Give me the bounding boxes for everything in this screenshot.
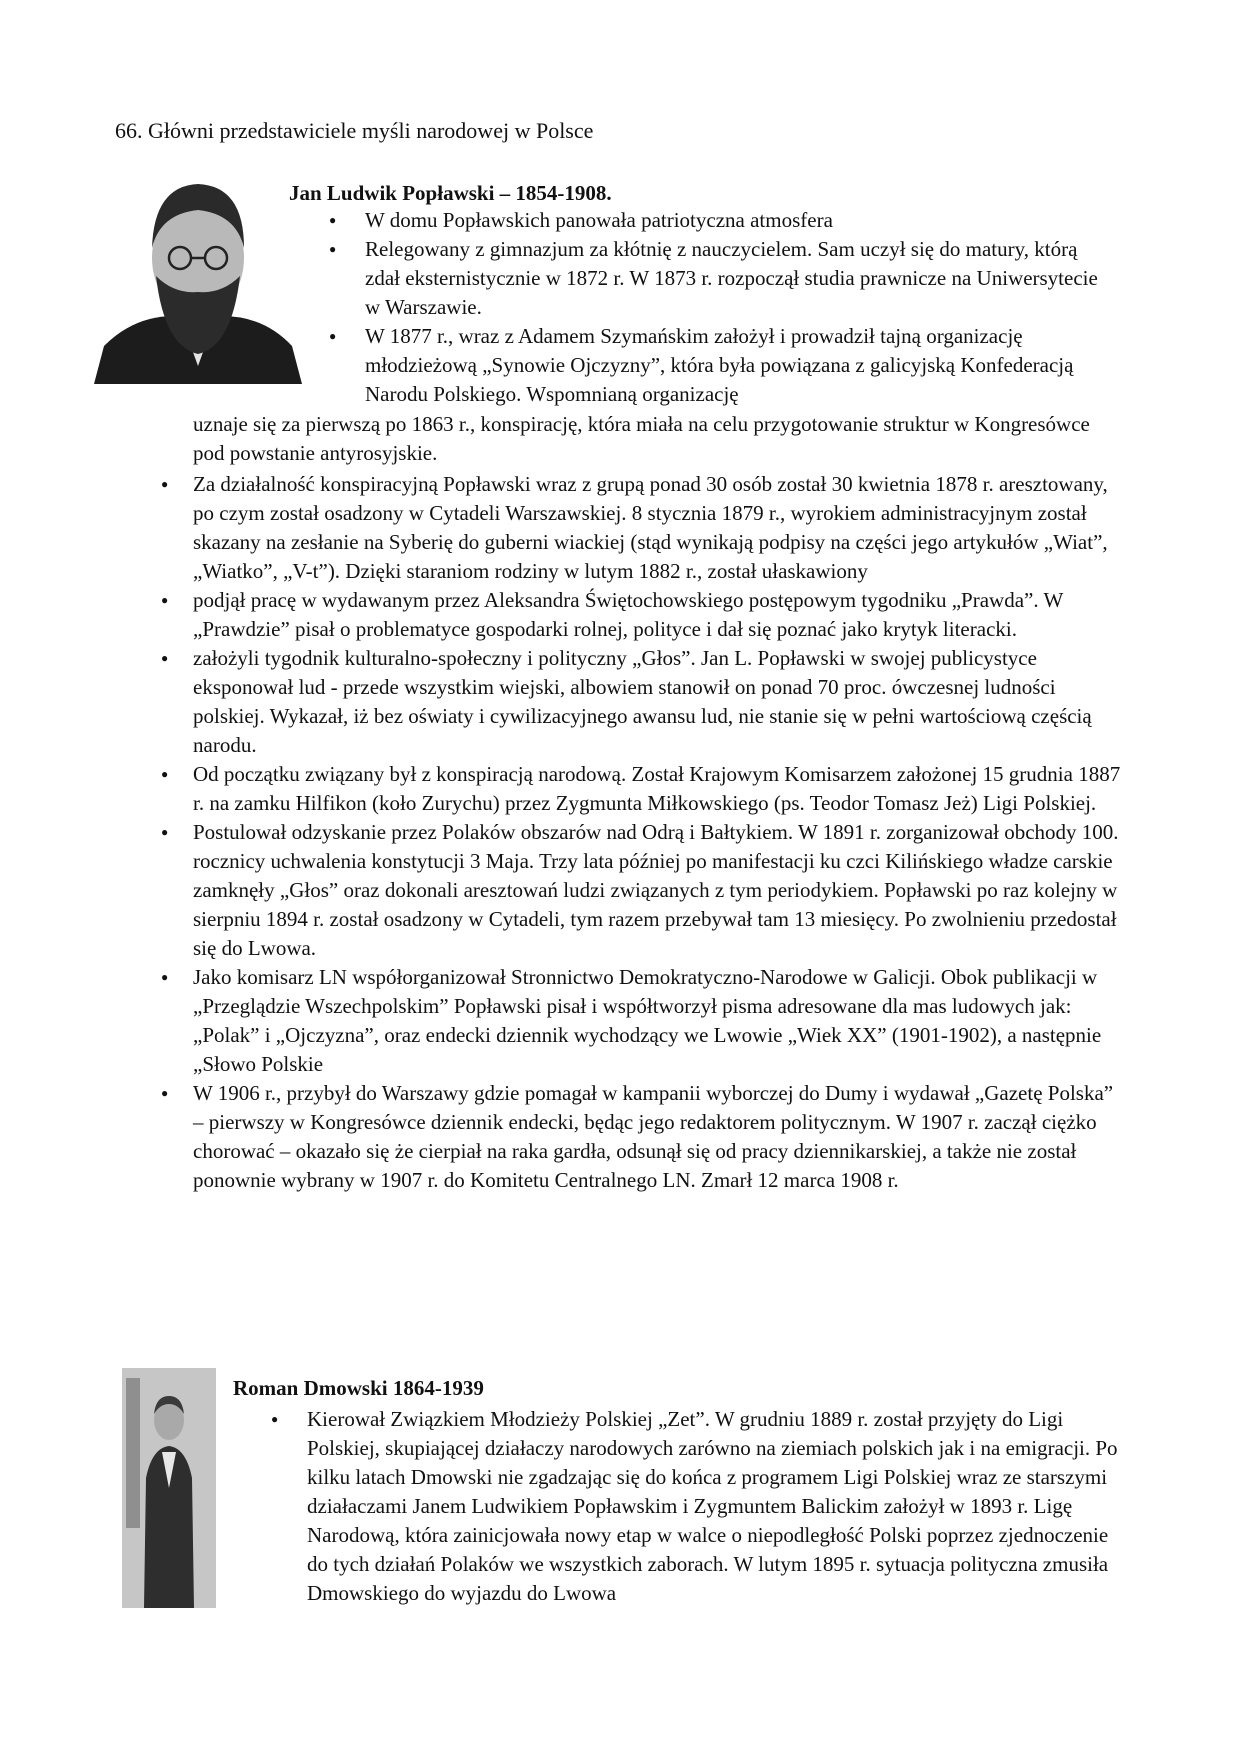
section-heading-dmowski: Roman Dmowski 1864-1939 (233, 1376, 484, 1400)
portrait-dmowski-drawing (122, 1368, 216, 1608)
list-item: ● podjął pracę w wydawanym przez Aleksandra Świętochowskiego postępowym tygodniku „Prawda”. W „Prawdzie” pisał o problematyce gospodarki rolnej, polityce i dał się poznać jako krytyk literacki. (193, 586, 1123, 644)
bullet-list-dmowski (307, 1405, 1122, 1608)
page-title: 66. Główni przedstawiciele myśli narodowej w Polsce (115, 118, 594, 143)
list-item: ● Od początku związany był z konspiracją narodową. Został Krajowym Komisarzem założonej 15 grudnia 1887 r. na zamku Hilfikon (koło Zurychu) przez Zygmunta Miłkowskiego (ps. Teodor Tomasz Jeż) Ligi Polskiej. (193, 760, 1123, 818)
portrait-poplawski (94, 166, 302, 384)
list-item: ● Jako komisarz LN współorganizował Stronnictwo Demokratyczno-Narodowe w Galicji. Obok publikacji w „Przeglądzie Wszechpolskim” Popławski pisał i współtworzył pisma adresowane dla mas ludowych jak: „Polak” i „Ojczyzna”, oraz endecki dziennik wychodzący we Lwowie „Wiek XX” (1901-1902), a następnie „Słowo Polskie (193, 963, 1123, 1079)
list-item: ● Postulował odzyskanie przez Polaków obszarów nad Odrą i Bałtykiem. W 1891 r. zorganizował obchody 100. rocznicy uchwalenia konstytucji 3 Maja. Trzy lata później po manifestacji ku czci Kilińskiego władze carskie zamknęły „Głos” oraz dokonali aresztowań ludzi związanych z tym periodykiem. Popławski po raz kolejny w sierpniu 1894 r. został osadzony w Cytadeli, tym razem przebywał tam 13 miesięcy. Po zwolnieniu przedostał się do Lwowa. (193, 818, 1123, 963)
list-item: ● Relegowany z gimnazjum za kłótnię z nauczycielem. Sam uczył się do matury, którą zdał eksternistycznie w 1872 r. W 1873 r. rozpoczął studia prawnicze na Uniwersytecie w Warszawie. (365, 235, 1110, 322)
list-item: ● W 1877 r., wraz z Adamem Szymańskim założył i prowadził tajną organizację młodzieżową „Synowie Ojczyzny”, która była powiązana z galicyjską Konfederacją Narodu Polskiego. Wspomnianą organizację (365, 322, 1110, 409)
list-item: ● W 1906 r., przybył do Warszawy gdzie pomagał w kampanii wyborczej do Dumy i wydawał „Gazetę Polska” – pierwszy w Kongresówce dziennik endecki, będąc jego redaktorem politycznym. W 1907 r. zaczął ciężko chorować – okazało się że cierpiał na raka gardła, odsunął się od pracy dziennikarskiej, a także nie został ponownie wybrany w 1907 r. do Komitetu Centralnego LN. Zmarł 12 marca 1908 r. (193, 1079, 1123, 1195)
portrait-poplawski-drawing (94, 166, 302, 384)
section-heading-poplawski: Jan Ludwik Popławski – 1854-1908. (289, 181, 612, 205)
portrait-dmowski (122, 1368, 216, 1608)
continuation-text: uznaje się za pierwszą po 1863 r., konspirację, która miała na celu przygotowanie struktur w Kongresówce pod powstanie antyrosyjskie. (193, 412, 1090, 465)
list-item: ● Kierował Związkiem Młodzieży Polskiej „Zet”. W grudniu 1889 r. został przyjęty do Ligi Polskiej, skupiającej działaczy narodowych zarówno na ziemiach polskich jak i na emigracji. Po kilku latach Dmowski nie zgadzając się do końca z programem Ligi Polskiej wraz ze starszymi działaczami Janem Ludwikiem Popławskim i Zygmuntem Balickim założył w 1893 r. Ligę Narodową, która zainicjowała nowy etap w walce o niepodległość Polski poprzez zjednoczenie do tych działań Polaków we wszystkich zaborach. W lutym 1895 r. sytuacja polityczna zmusiła Dmowskiego do wyjazdu do Lwowa (307, 1405, 1122, 1608)
list-item: ● W domu Popławskich panowała patriotyczna atmosfera (365, 206, 1110, 235)
bullet-list-intro (365, 206, 1110, 409)
list-item: ● Za działalność konspiracyjną Popławski wraz z grupą ponad 30 osób został 30 kwietnia 1878 r. aresztowany, po czym został osadzony w Cytadeli Warszawskiej. 8 stycznia 1879 r., wyrokiem administracyjnym został skazany na zesłanie na Syberię do guberni wiackiej (stąd wynikają podpisy na części jego artykułów „Wiat”, „Wiatko”, „V-t”). Dzięki staraniom rodziny w lutym 1882 r., został ułaskawiony (193, 470, 1123, 586)
bullet-list-poplawski (193, 470, 1123, 1195)
list-item: ● założyli tygodnik kulturalno-społeczny i polityczny „Głos”. Jan L. Popławski w swojej publicystyce eksponował lud - przede wszystkim wiejski, albowiem stanowił on ponad 70 proc. ówczesnej ludności polskiej. Wykazał, iż bez oświaty i cywilizacyjnego awansu lud, nie stanie się w pełni wartościową częścią narodu. (193, 644, 1123, 760)
